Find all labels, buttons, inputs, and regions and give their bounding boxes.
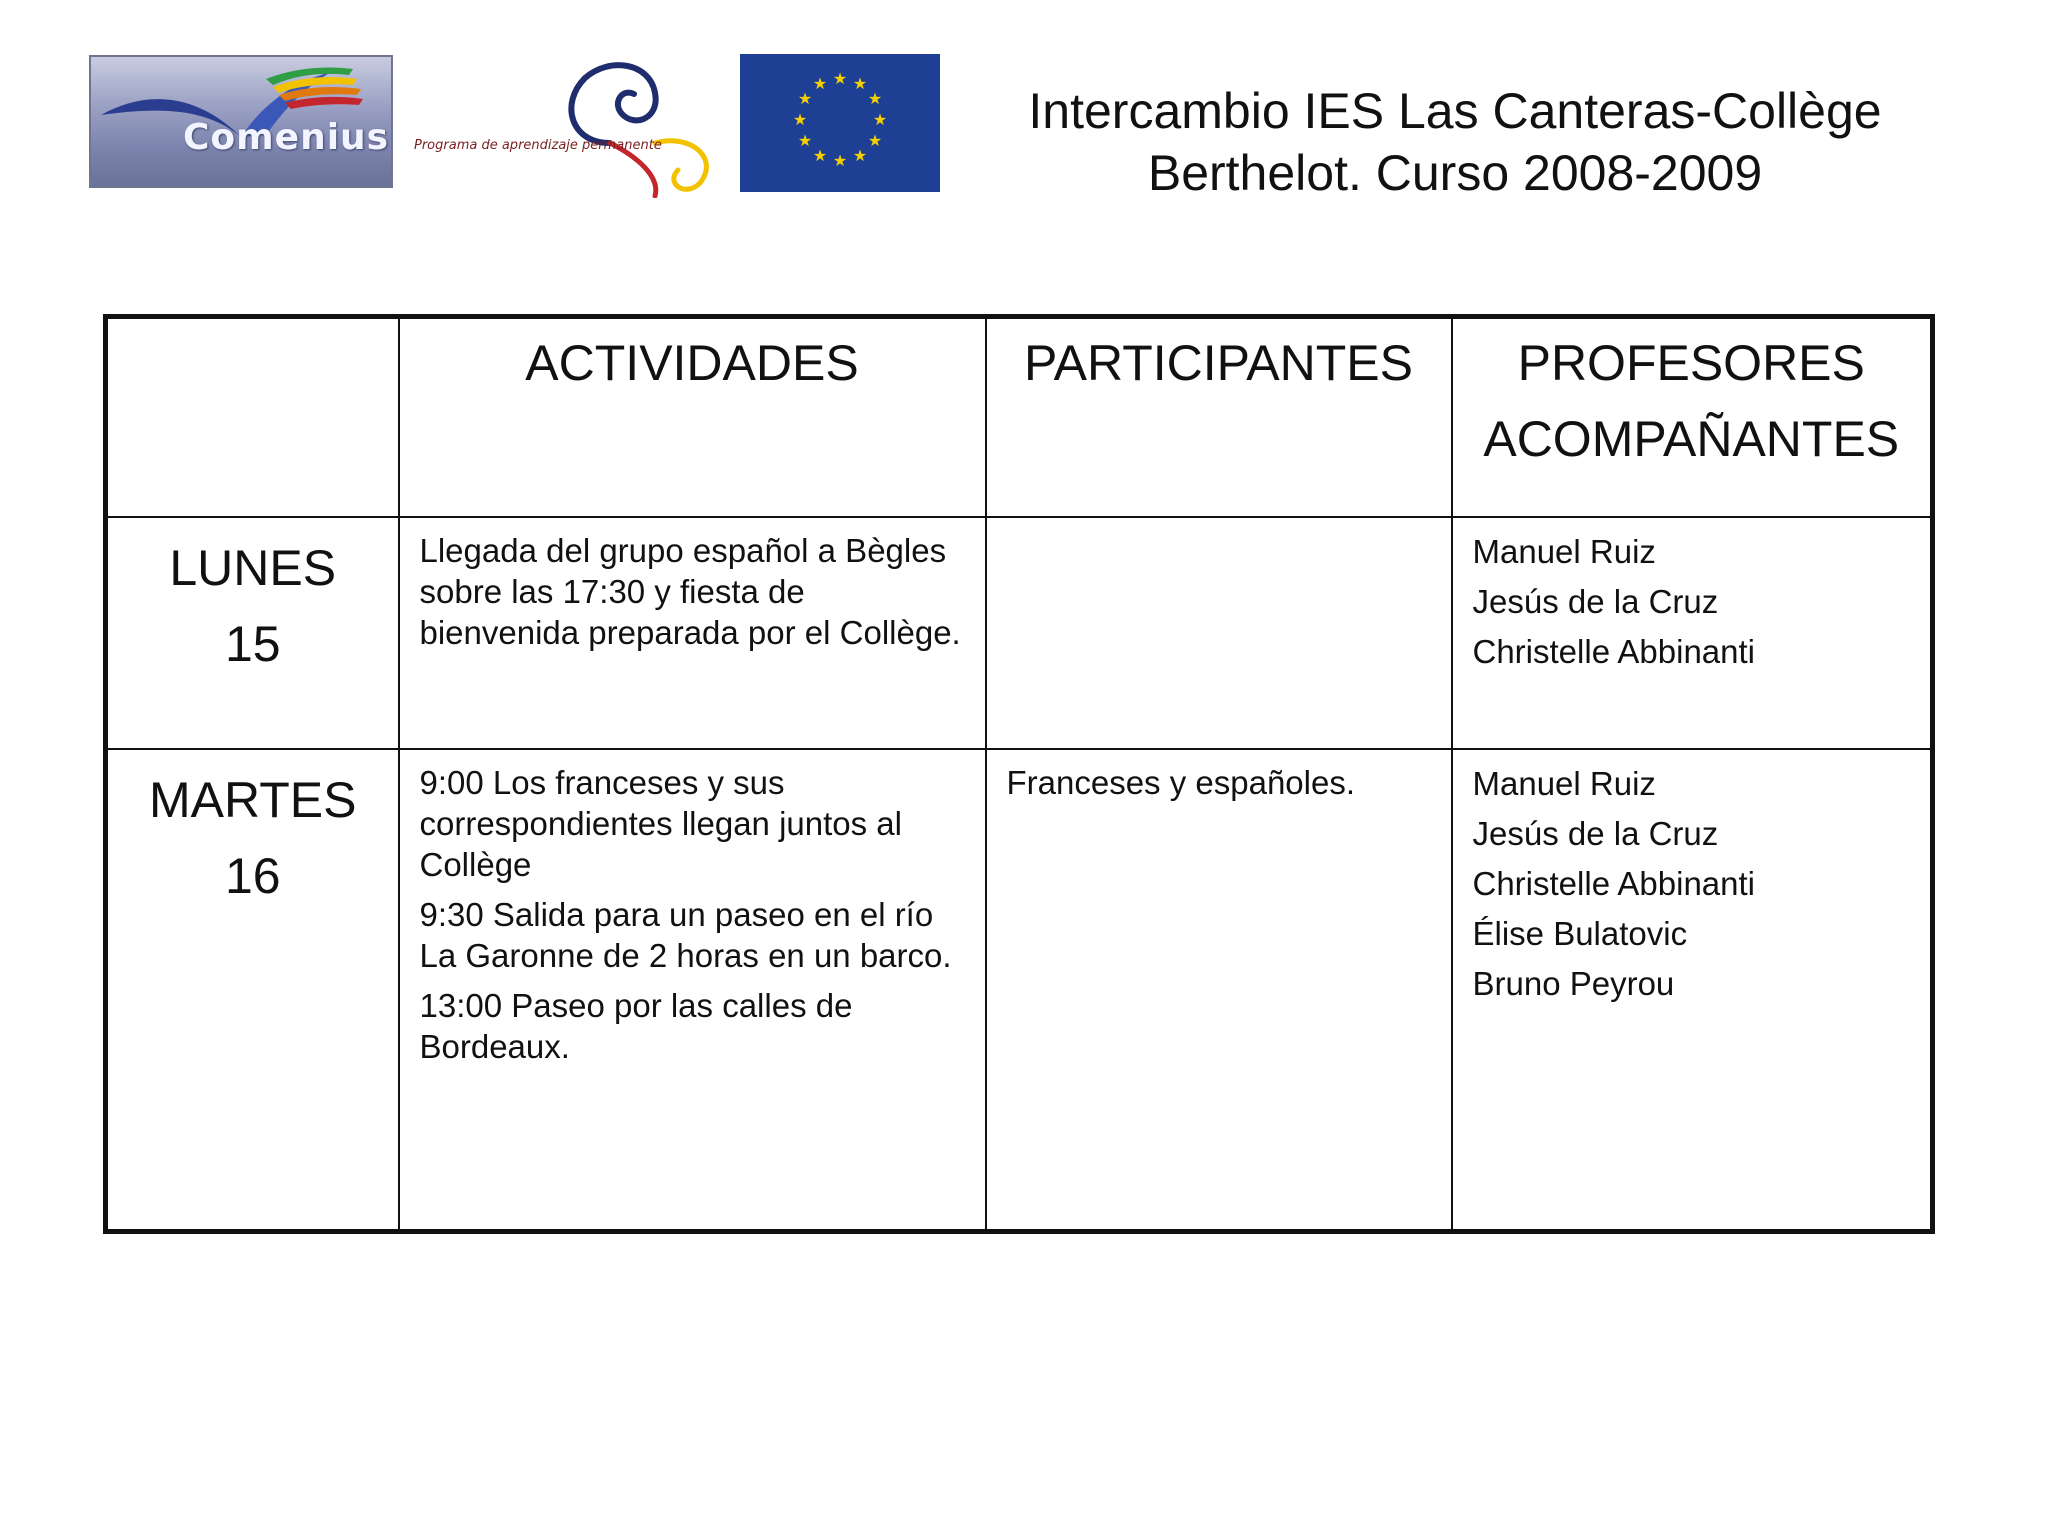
teacher-name: Christelle Abbinanti (1472, 632, 1755, 670)
header-day (106, 317, 399, 517)
table-row (106, 749, 1933, 1232)
comenius-logo-text: Comenius (183, 117, 390, 158)
svg-text:★: ★ (812, 74, 828, 93)
participants-cell: Franceses y españoles. (986, 749, 1452, 1232)
header-participants: PARTICIPANTES (986, 317, 1452, 517)
activity-item: 9:30 Salida para un paseo en el río La Garonne de 2 horas en un barco. (419, 895, 952, 974)
svg-text:★: ★ (797, 89, 813, 108)
teachers-cell (1452, 517, 1933, 749)
activity-item: Llegada del grupo español a Bègles sobre las 17:30 y fiesta de bienvenida preparada por el Collège. (419, 531, 961, 651)
svg-text:★: ★ (852, 146, 868, 165)
page-title (970, 80, 1940, 204)
svg-text:★: ★ (852, 74, 868, 93)
teachers-cell (1452, 749, 1933, 1232)
svg-text:★: ★ (832, 151, 848, 170)
header-teachers-line-2: ACOMPAÑANTES (1483, 411, 1900, 467)
header-teachers (1452, 317, 1933, 517)
table-row (106, 517, 1933, 749)
activities-cell (399, 749, 986, 1232)
teacher-name: Bruno Peyrou (1472, 964, 1675, 1002)
teacher-name: Christelle Abbinanti (1472, 864, 1755, 902)
title-line-2: Berthelot. Curso 2008-2009 (1147, 145, 1763, 201)
svg-text:★: ★ (792, 110, 808, 129)
day-name: LUNES (169, 539, 337, 596)
table-header-row (106, 317, 1933, 517)
eu-stars-icon (740, 54, 940, 192)
teacher-name: Manuel Ruiz (1472, 532, 1656, 570)
programa-aprendizaje-logo (410, 48, 740, 198)
svg-text:★: ★ (832, 69, 848, 88)
header-teachers-line-1: PROFESORES (1517, 335, 1865, 391)
day-number: 16 (224, 847, 281, 904)
teacher-name: Jesús de la Cruz (1472, 582, 1719, 620)
teacher-name: Jesús de la Cruz (1472, 814, 1719, 852)
schedule-table (103, 314, 1935, 1234)
spiral-icon (410, 48, 740, 198)
day-number: 15 (224, 615, 281, 672)
svg-text:★: ★ (867, 89, 883, 108)
eu-flag-icon (740, 54, 940, 192)
day-name: MARTES (149, 771, 357, 828)
svg-text:★: ★ (872, 110, 888, 129)
svg-text:★: ★ (812, 146, 828, 165)
header-activities: ACTIVIDADES (399, 317, 986, 517)
svg-text:★: ★ (797, 131, 813, 150)
svg-text:★: ★ (867, 131, 883, 150)
comenius-logo (89, 55, 393, 188)
day-cell (106, 749, 399, 1232)
teacher-name: Manuel Ruiz (1472, 764, 1656, 802)
teacher-name: Élise Bulatovic (1472, 914, 1688, 952)
activity-item: 9:00 Los franceses y sus correspondientes llegan juntos al Collège (419, 763, 902, 883)
programa-caption: Programa de aprendizaje permanente (414, 138, 662, 153)
participants-cell (986, 517, 1452, 749)
activity-item: 13:00 Paseo por las calles de Bordeaux. (419, 986, 853, 1065)
day-cell (106, 517, 399, 749)
activities-cell (399, 517, 986, 749)
title-line-1: Intercambio IES Las Canteras-Collège (1028, 83, 1882, 139)
